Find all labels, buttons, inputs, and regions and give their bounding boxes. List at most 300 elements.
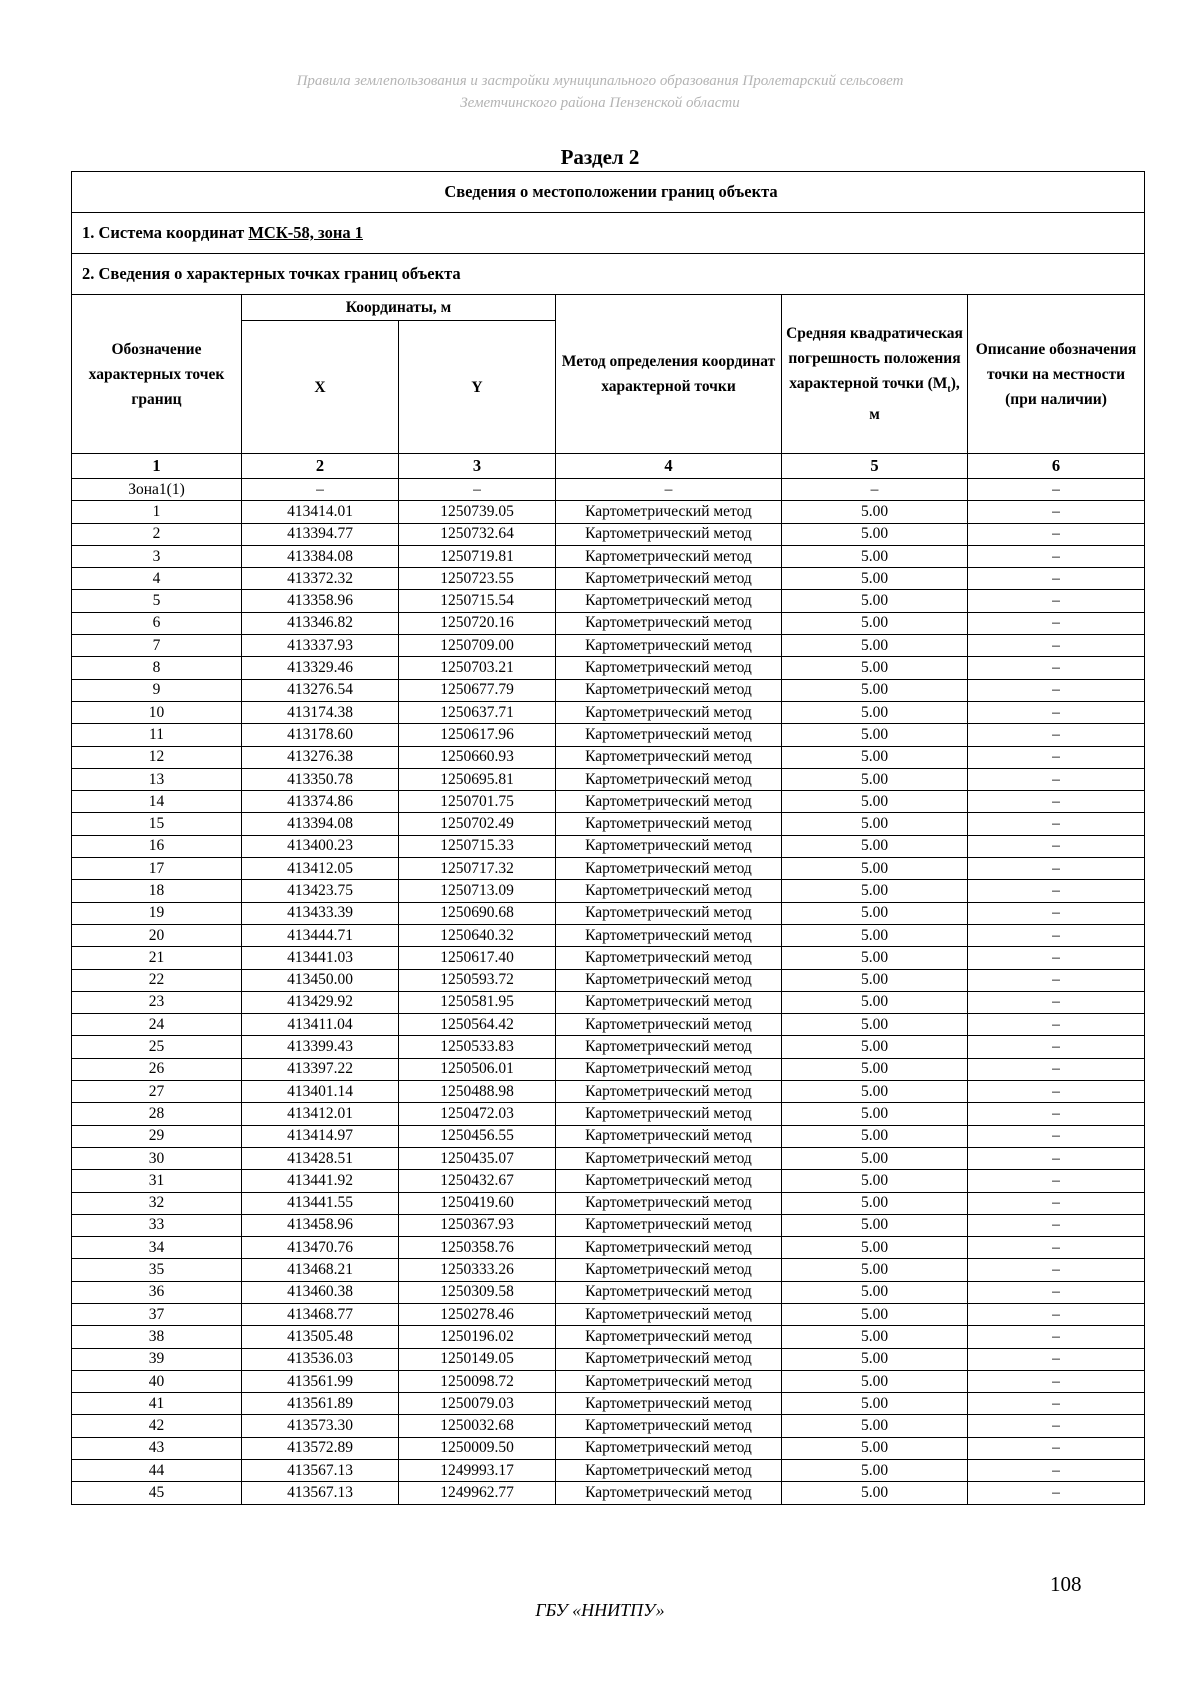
table-cell: 5.00 [782, 1192, 968, 1214]
table-row [72, 1125, 1145, 1147]
table-cell: 413394.77 [242, 523, 399, 545]
table-cell: 413572.89 [242, 1437, 399, 1459]
table-cell: 37 [72, 1303, 242, 1325]
table-cell: 413468.21 [242, 1259, 399, 1281]
table-cell: Картометрический метод [556, 1014, 782, 1036]
table-cell: – [968, 657, 1145, 679]
points-title: 2. Сведения о характерных точках границ объекта [72, 254, 1145, 295]
table-cell: Картометрический метод [556, 1259, 782, 1281]
table-cell: Картометрический метод [556, 679, 782, 701]
table-cell: 1250564.42 [399, 1014, 556, 1036]
table-cell: Картометрический метод [556, 1303, 782, 1325]
table-cell: – [968, 991, 1145, 1013]
table-cell: Картометрический метод [556, 924, 782, 946]
table-cell: 9 [72, 679, 242, 701]
table-row [72, 568, 1145, 590]
table-cell: 413444.71 [242, 924, 399, 946]
table-cell: 1250032.68 [399, 1415, 556, 1437]
table-cell: Картометрический метод [556, 635, 782, 657]
table-cell: 5.00 [782, 924, 968, 946]
table-cell: 5.00 [782, 969, 968, 991]
table-row [72, 1370, 1145, 1392]
table-cell: 1250309.58 [399, 1281, 556, 1303]
table-cell: 413573.30 [242, 1415, 399, 1437]
table-cell: 1249962.77 [399, 1482, 556, 1504]
table-cell: 413450.00 [242, 969, 399, 991]
table-cell: 413276.54 [242, 679, 399, 701]
table-cell: 8 [72, 657, 242, 679]
table-cell: 1250715.54 [399, 590, 556, 612]
table-cell: Картометрический метод [556, 1482, 782, 1504]
table-cell: 1250358.76 [399, 1237, 556, 1259]
table-cell: 19 [72, 902, 242, 924]
table-cell: Картометрический метод [556, 1125, 782, 1147]
table-cell: 413329.46 [242, 657, 399, 679]
table-cell: Картометрический метод [556, 501, 782, 523]
table-row [72, 1214, 1145, 1236]
table-cell: 1250695.81 [399, 768, 556, 790]
table-row [72, 1058, 1145, 1080]
table-cell: Картометрический метод [556, 1214, 782, 1236]
table-cell: 413414.97 [242, 1125, 399, 1147]
table-cell: – [399, 479, 556, 501]
table-cell: Картометрический метод [556, 1081, 782, 1103]
table-cell: 5.00 [782, 612, 968, 634]
table-cell: 1250533.83 [399, 1036, 556, 1058]
table-cell: 5.00 [782, 545, 968, 567]
table-cell: 1250593.72 [399, 969, 556, 991]
table-cell: – [968, 858, 1145, 880]
table-cell: 40 [72, 1370, 242, 1392]
column-number: 4 [556, 454, 782, 479]
table-cell: 5 [72, 590, 242, 612]
table-cell: 22 [72, 969, 242, 991]
table-cell: 5.00 [782, 1370, 968, 1392]
table-row [72, 991, 1145, 1013]
table-cell: Картометрический метод [556, 813, 782, 835]
table-cell: 1250435.07 [399, 1147, 556, 1169]
table-cell: – [968, 1348, 1145, 1370]
table-cell: 413561.99 [242, 1370, 399, 1392]
table-cell: – [968, 969, 1145, 991]
header-error: Средняя квадратическая погрешность положения характерной точки $(M_t)$, м [782, 295, 968, 454]
table-cell: 26 [72, 1058, 242, 1080]
header-line-1: Правила землепользования и застройки муниципального образования Пролетарский сельсовет [296, 73, 904, 89]
table-cell: 5.00 [782, 1170, 968, 1192]
table-cell: 5.00 [782, 768, 968, 790]
table-cell: 5.00 [782, 813, 968, 835]
table-cell: Картометрический метод [556, 1460, 782, 1482]
table-cell: 1250488.98 [399, 1081, 556, 1103]
table-cell: – [242, 479, 399, 501]
table-cell: – [968, 523, 1145, 545]
table-cell: 29 [72, 1125, 242, 1147]
table-cell: – [968, 1058, 1145, 1080]
table-cell: 28 [72, 1103, 242, 1125]
table-cell: – [968, 590, 1145, 612]
table-row [72, 835, 1145, 857]
table-cell: 5.00 [782, 1415, 968, 1437]
table-cell: 413337.93 [242, 635, 399, 657]
table-cell: 5.00 [782, 1058, 968, 1080]
table-cell: 1250456.55 [399, 1125, 556, 1147]
table-row [72, 1326, 1145, 1348]
table-cell: 16 [72, 835, 242, 857]
table-cell: – [968, 1303, 1145, 1325]
zone-row [72, 479, 1145, 501]
table-cell: 413458.96 [242, 1214, 399, 1236]
table-row [72, 1170, 1145, 1192]
column-number: 3 [399, 454, 556, 479]
coord-system-value: МСК-58, зона 1 [248, 223, 363, 242]
table-row [72, 947, 1145, 969]
table-cell: 11 [72, 724, 242, 746]
table-cell: Картометрический метод [556, 858, 782, 880]
table-cell: 413468.77 [242, 1303, 399, 1325]
table-row [72, 1415, 1145, 1437]
table-cell: 413401.14 [242, 1081, 399, 1103]
table-cell: 1250690.68 [399, 902, 556, 924]
table-cell: – [968, 1326, 1145, 1348]
table-cell: 7 [72, 635, 242, 657]
table-row [72, 813, 1145, 835]
table-cell: 1250703.21 [399, 657, 556, 679]
table-cell: 1250506.01 [399, 1058, 556, 1080]
table-cell: 5.00 [782, 568, 968, 590]
table-cell: 1250739.05 [399, 501, 556, 523]
table-cell: Картометрический метод [556, 1170, 782, 1192]
table-cell: 1250723.55 [399, 568, 556, 590]
table-cell: 1 [72, 501, 242, 523]
table-cell: – [968, 1415, 1145, 1437]
table-cell: Картометрический метод [556, 1415, 782, 1437]
table-row [72, 1192, 1145, 1214]
table-cell: 38 [72, 1326, 242, 1348]
table-cell: 413178.60 [242, 724, 399, 746]
table-cell: 42 [72, 1415, 242, 1437]
table-cell: 1250709.00 [399, 635, 556, 657]
table-row [72, 657, 1145, 679]
table-cell: Картометрический метод [556, 1036, 782, 1058]
table-cell: 5.00 [782, 1259, 968, 1281]
table-cell: – [968, 1192, 1145, 1214]
table-cell: 413536.03 [242, 1348, 399, 1370]
table-cell: – [968, 791, 1145, 813]
table-cell: 5.00 [782, 858, 968, 880]
table-cell: 5.00 [782, 1437, 968, 1459]
table-cell: Картометрический метод [556, 724, 782, 746]
table-cell: 5.00 [782, 880, 968, 902]
table-row [72, 1147, 1145, 1169]
table-cell: 1250715.33 [399, 835, 556, 857]
table-row [72, 612, 1145, 634]
table-cell: 1250419.60 [399, 1192, 556, 1214]
table-cell: 4 [72, 568, 242, 590]
table-cell: Картометрический метод [556, 969, 782, 991]
table-row [72, 1237, 1145, 1259]
column-number: 2 [242, 454, 399, 479]
table-cell: Картометрический метод [556, 791, 782, 813]
column-number-row [72, 454, 1145, 479]
table-cell: 35 [72, 1259, 242, 1281]
table-cell: – [968, 545, 1145, 567]
table-cell: 413567.13 [242, 1460, 399, 1482]
header-method: Метод определения координат характерной точки [556, 295, 782, 454]
table-title: Сведения о местоположении границ объекта [72, 172, 1145, 213]
table-cell: 1250660.93 [399, 746, 556, 768]
table-row [72, 1437, 1145, 1459]
table-cell: Картометрический метод [556, 1393, 782, 1415]
table-cell: – [968, 1014, 1145, 1036]
table-row [72, 724, 1145, 746]
table-cell: 5.00 [782, 746, 968, 768]
table-cell: – [968, 1036, 1145, 1058]
table-cell: 413414.01 [242, 501, 399, 523]
page-number: 108 [1050, 1572, 1082, 1596]
table-cell: – [968, 568, 1145, 590]
table-cell: Картометрический метод [556, 1192, 782, 1214]
table-row [72, 1014, 1145, 1036]
header-coords: Координаты, м [242, 295, 556, 321]
table-cell: 1250009.50 [399, 1437, 556, 1459]
table-row [72, 1348, 1145, 1370]
table-cell: 5.00 [782, 791, 968, 813]
table-cell: 5.00 [782, 902, 968, 924]
table-cell: Картометрический метод [556, 746, 782, 768]
table-cell: 5.00 [782, 1125, 968, 1147]
table-row [72, 1259, 1145, 1281]
table-cell: – [968, 479, 1145, 501]
table-cell: 1250701.75 [399, 791, 556, 813]
table-row [72, 902, 1145, 924]
table-row [72, 880, 1145, 902]
table-cell: – [968, 1170, 1145, 1192]
table-cell: 5.00 [782, 947, 968, 969]
table-cell: 413346.82 [242, 612, 399, 634]
table-cell: Картометрический метод [556, 1326, 782, 1348]
table-cell: Картометрический метод [556, 902, 782, 924]
table-cell: 413384.08 [242, 545, 399, 567]
table-row [72, 969, 1145, 991]
table-cell: 5.00 [782, 501, 968, 523]
table-cell: 413441.55 [242, 1192, 399, 1214]
header-row-1 [72, 295, 1145, 321]
table-row [72, 791, 1145, 813]
table-cell: 5.00 [782, 1303, 968, 1325]
table-cell: Картометрический метод [556, 545, 782, 567]
table-cell: 5.00 [782, 1014, 968, 1036]
table-cell: 1250702.49 [399, 813, 556, 835]
table-cell: – [968, 880, 1145, 902]
table-cell: 24 [72, 1014, 242, 1036]
table-cell: 41 [72, 1393, 242, 1415]
table-cell: 1250432.67 [399, 1170, 556, 1192]
table-cell: Картометрический метод [556, 1237, 782, 1259]
column-number: 5 [782, 454, 968, 479]
table-cell: 1250719.81 [399, 545, 556, 567]
document-footer: ГБУ «ННИТПУ» [535, 1600, 665, 1620]
table-cell: 413400.23 [242, 835, 399, 857]
header-line-2: Земетчинского района Пензенской области [460, 95, 740, 111]
table-row [72, 501, 1145, 523]
table-cell: 1250640.32 [399, 924, 556, 946]
table-cell: – [968, 768, 1145, 790]
table-cell: – [968, 501, 1145, 523]
table-cell: – [968, 701, 1145, 723]
table-cell: 413470.76 [242, 1237, 399, 1259]
table-cell: 5.00 [782, 1036, 968, 1058]
table-cell: 6 [72, 612, 242, 634]
table-cell: 1250367.93 [399, 1214, 556, 1236]
table-row [72, 635, 1145, 657]
table-row [72, 1303, 1145, 1325]
table-cell: 5.00 [782, 1214, 968, 1236]
table-cell: 30 [72, 1147, 242, 1169]
table-cell: 413433.39 [242, 902, 399, 924]
header-description: Описание обозначения точки на местности (при наличии) [968, 295, 1145, 454]
table-cell: – [968, 1393, 1145, 1415]
table-row [72, 768, 1145, 790]
table-cell: – [968, 1214, 1145, 1236]
table-cell: 1250637.71 [399, 701, 556, 723]
table-cell: 14 [72, 791, 242, 813]
table-cell: 1250717.32 [399, 858, 556, 880]
table-cell: 21 [72, 947, 242, 969]
table-row [72, 858, 1145, 880]
table-cell: Зона1(1) [72, 479, 242, 501]
table-cell: Картометрический метод [556, 947, 782, 969]
table-cell: 3 [72, 545, 242, 567]
table-row [72, 545, 1145, 567]
table-cell: 2 [72, 523, 242, 545]
table-cell: 1250617.40 [399, 947, 556, 969]
table-cell: Картометрический метод [556, 1437, 782, 1459]
column-number: 6 [968, 454, 1145, 479]
table-cell: 413428.51 [242, 1147, 399, 1169]
table-cell: 5.00 [782, 590, 968, 612]
table-cell: 5.00 [782, 991, 968, 1013]
table-cell: 5.00 [782, 835, 968, 857]
document-header [0, 70, 1200, 114]
table-cell: – [968, 1081, 1145, 1103]
table-cell: 1250713.09 [399, 880, 556, 902]
table-cell: 5.00 [782, 1326, 968, 1348]
table-cell: – [968, 902, 1145, 924]
table-cell: 1250098.72 [399, 1370, 556, 1392]
table-cell: – [556, 479, 782, 501]
table-cell: 10 [72, 701, 242, 723]
table-cell: 413411.04 [242, 1014, 399, 1036]
table-row [72, 1103, 1145, 1125]
table-cell: 1250196.02 [399, 1326, 556, 1348]
table-cell: – [782, 479, 968, 501]
table-row [72, 1393, 1145, 1415]
table-cell: 5.00 [782, 1281, 968, 1303]
table-cell: Картометрический метод [556, 612, 782, 634]
table-cell: 1250677.79 [399, 679, 556, 701]
table-cell: 36 [72, 1281, 242, 1303]
table-cell: Картометрический метод [556, 991, 782, 1013]
section-title: Раздел 2 [560, 145, 640, 169]
table-row [72, 746, 1145, 768]
table-cell: 413412.05 [242, 858, 399, 880]
table-cell: – [968, 1103, 1145, 1125]
table-cell: 1250079.03 [399, 1393, 556, 1415]
table-cell: 5.00 [782, 523, 968, 545]
table-cell: – [968, 724, 1145, 746]
table-cell: – [968, 835, 1145, 857]
table-cell: Картометрический метод [556, 1348, 782, 1370]
table-cell: 413374.86 [242, 791, 399, 813]
table-cell: 12 [72, 746, 242, 768]
table-cell: – [968, 746, 1145, 768]
table-cell: – [968, 679, 1145, 701]
table-row [72, 1036, 1145, 1058]
table-cell: Картометрический метод [556, 701, 782, 723]
table-cell: 32 [72, 1192, 242, 1214]
table-row [72, 1081, 1145, 1103]
table-cell: 44 [72, 1460, 242, 1482]
table-cell: 5.00 [782, 1482, 968, 1504]
header-y: Y [399, 321, 556, 454]
table-cell: 413412.01 [242, 1103, 399, 1125]
table-cell: 413429.92 [242, 991, 399, 1013]
column-number: 1 [72, 454, 242, 479]
table-row [72, 924, 1145, 946]
table-cell: – [968, 947, 1145, 969]
table-cell: Картометрический метод [556, 1370, 782, 1392]
table-row [72, 679, 1145, 701]
table-cell: 1250149.05 [399, 1348, 556, 1370]
table-cell: 413372.32 [242, 568, 399, 590]
table-cell: – [968, 1125, 1145, 1147]
table-cell: 1250617.96 [399, 724, 556, 746]
table-cell: 413505.48 [242, 1326, 399, 1348]
header-designation: Обозначение характерных точек границ [72, 295, 242, 454]
table-title-row [72, 172, 1145, 213]
table-row [72, 523, 1145, 545]
table-cell: Картометрический метод [556, 835, 782, 857]
table-row [72, 1482, 1145, 1504]
table-cell: 5.00 [782, 1348, 968, 1370]
table-cell: 5.00 [782, 1081, 968, 1103]
table-cell: – [968, 924, 1145, 946]
table-cell: 13 [72, 768, 242, 790]
table-cell: 413399.43 [242, 1036, 399, 1058]
boundary-points-table [71, 171, 1145, 1505]
table-cell: 39 [72, 1348, 242, 1370]
table-row [72, 701, 1145, 723]
table-cell: 17 [72, 858, 242, 880]
table-cell: Картометрический метод [556, 1147, 782, 1169]
table-cell: 15 [72, 813, 242, 835]
table-cell: 413358.96 [242, 590, 399, 612]
table-cell: 1250732.64 [399, 523, 556, 545]
table-cell: Картометрический метод [556, 1103, 782, 1125]
table-cell: – [968, 1437, 1145, 1459]
table-cell: 1249993.17 [399, 1460, 556, 1482]
table-cell: 1250720.16 [399, 612, 556, 634]
table-cell: Картометрический метод [556, 523, 782, 545]
table-cell: Картометрический метод [556, 880, 782, 902]
table-cell: 413423.75 [242, 880, 399, 902]
table-cell: – [968, 1259, 1145, 1281]
table-cell: – [968, 1281, 1145, 1303]
table-cell: Картометрический метод [556, 768, 782, 790]
table-row [72, 1281, 1145, 1303]
table-cell: 413441.03 [242, 947, 399, 969]
table-cell: 413441.92 [242, 1170, 399, 1192]
